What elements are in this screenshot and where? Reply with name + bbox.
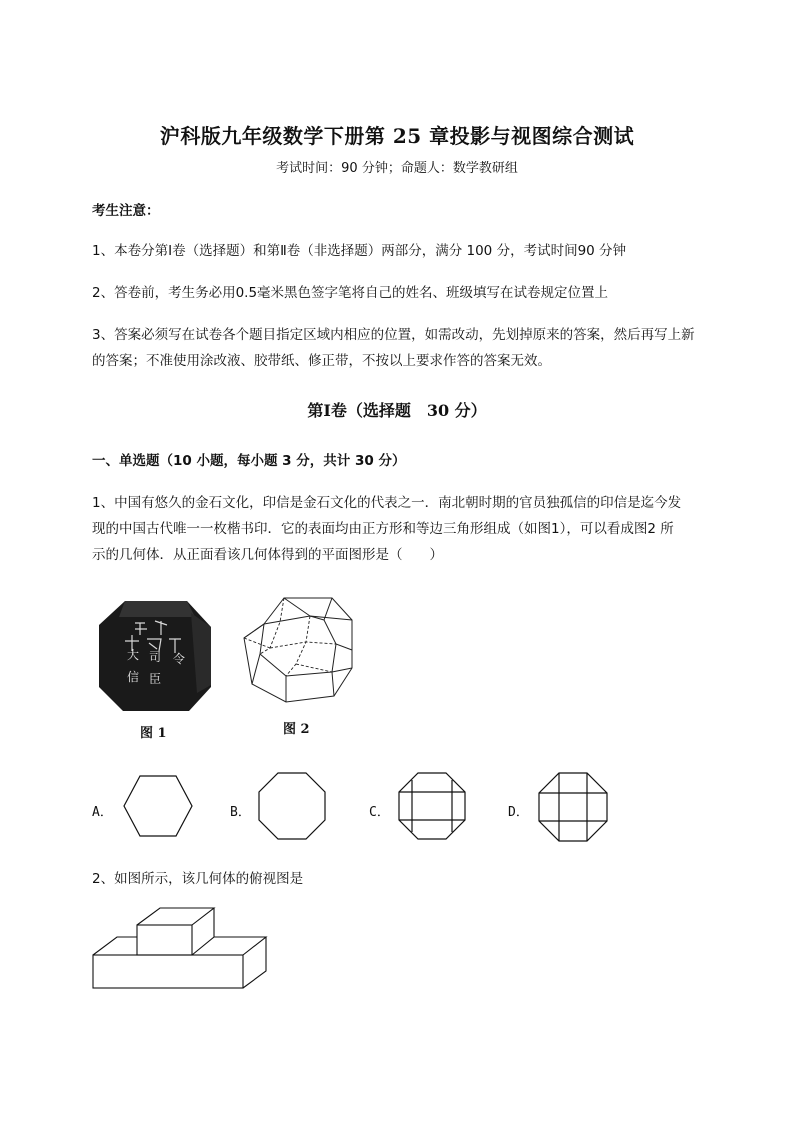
question-2-solid-figure xyxy=(92,905,270,990)
option-a-label[interactable]: A． xyxy=(92,805,113,820)
exam-title: 沪科版九年级数学下册第 25 章投影与视图综合测试 xyxy=(159,124,635,148)
notice-item-3: 3、答案必须写在试卷各个题目指定区域内相应的位置，如需改动，先划掉原来的答案，然后再写上新 xyxy=(92,327,695,343)
option-b-label[interactable]: B． xyxy=(230,805,251,820)
figure-1-caption: 图 1 xyxy=(140,726,167,741)
option-d-label[interactable]: D． xyxy=(508,805,529,820)
question-1-line-3: 示的几何体．从正面看该几何体得到的平面图形是（ ） xyxy=(92,547,443,563)
part-heading: 一、单选题（10 小题，每小题 3 分，共计 30 分） xyxy=(92,453,406,469)
question-1-line-1: 1、中国有悠久的金石文化，印信是金石文化的代表之一．南北朝时期的官员独孤信的印信是迄今发 xyxy=(92,495,682,511)
notice-item-1: 1、本卷分第Ⅰ卷（选择题）和第Ⅱ卷（非选择题）两部分，满分 100 分，考试时间90 分钟 xyxy=(92,243,627,259)
figure-2-polyhedron xyxy=(240,592,360,717)
question-2-line-1: 2、如图所示，该几何体的俯视图是 xyxy=(92,871,304,887)
seal-char: 臣 xyxy=(149,672,162,686)
exam-subtitle: 考试时间：90 分钟；命题人：数学教研组 xyxy=(276,161,518,176)
question-1-line-2: 现的中国古代唯一一枚楷书印．它的表面均由正方形和等边三角形组成（如图1），可以看成图2 所 xyxy=(92,521,674,537)
option-b-octagon[interactable] xyxy=(258,772,326,840)
notice-heading: 考生注意： xyxy=(92,203,160,219)
option-a-hexagon[interactable] xyxy=(122,775,194,837)
section-title: 第Ⅰ卷（选择题 30 分） xyxy=(307,401,487,420)
option-c-octagon-grid[interactable] xyxy=(398,772,466,840)
option-c-label[interactable]: C． xyxy=(369,805,390,820)
notice-item-3-cont: 的答案；不准使用涂改液、胶带纸、修正带，不按以上要求作答的答案无效。 xyxy=(92,353,551,369)
seal-char: 大 xyxy=(127,648,140,662)
seal-char: 令 xyxy=(173,652,186,666)
notice-item-2: 2、答卷前，考生务必用0.5毫米黑色签字笔将自己的姓名、班级填写在试卷规定位置上 xyxy=(92,285,609,301)
seal-char: 司 xyxy=(149,650,162,664)
option-d-octagon-grid[interactable] xyxy=(538,772,608,842)
seal-char: 信 xyxy=(127,670,140,684)
figure-2-caption: 图 2 xyxy=(283,722,310,737)
